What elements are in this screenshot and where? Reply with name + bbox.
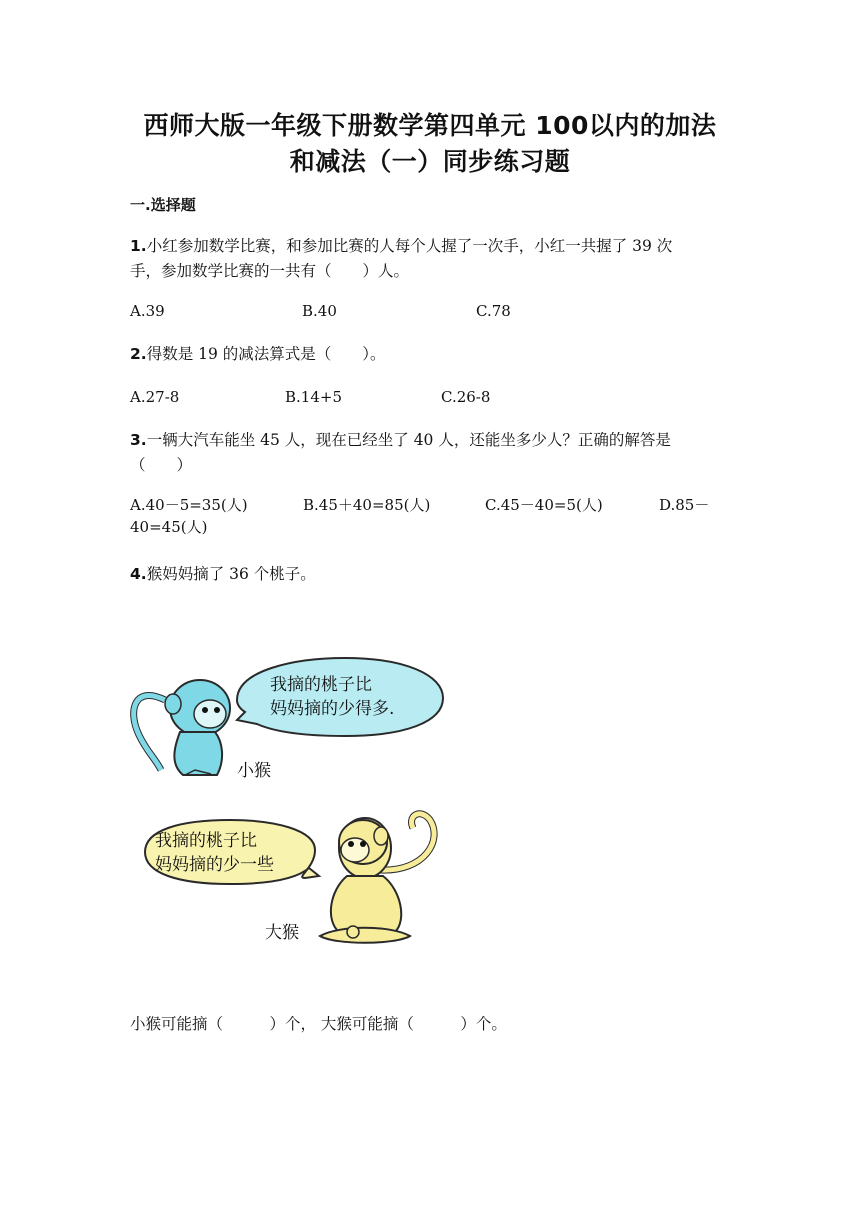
big-speech-bubble [145, 820, 319, 884]
page-title-line1: 西师大版一年级下册数学第四单元 100以内的加法 [143, 111, 717, 140]
question-4 [130, 562, 730, 587]
small-monkey-label: 小猴 [237, 761, 271, 781]
bubble-line: 妈妈摘的少得多. [270, 699, 395, 719]
question-number: 3. [130, 431, 147, 449]
question-text: 一辆大汽车能坐 45 人，现在已经坐了 40 人，还能坐多少人？正确的解答是 [146, 431, 671, 449]
option-b[interactable]: B.14+5 [285, 388, 342, 406]
option-a[interactable]: A.27-8 [130, 388, 180, 406]
question-number: 2. [130, 345, 147, 363]
option-c[interactable]: C.78 [476, 302, 511, 320]
question-text: 手，参加数学比赛的一共有（ ）人。 [130, 262, 410, 280]
answer-line [130, 1012, 730, 1037]
small-monkey-icon [134, 680, 230, 775]
answer-text: 小猴可能摘（ ）个， 大猴可能摘（ ）个。 [130, 1015, 507, 1033]
section-heading: 一.选择题 [130, 196, 196, 214]
option-c[interactable]: C.26-8 [441, 388, 491, 406]
big-monkey-label: 大猴 [265, 923, 299, 943]
option-a[interactable]: A.40－5=35(人) [130, 496, 248, 514]
small-speech-bubble [237, 658, 443, 736]
bubble-line: 我摘的桃子比 [155, 831, 257, 851]
question-text: 小红参加数学比赛，和参加比赛的人每个人握了一次手，小红一共握了 39 次 [146, 237, 673, 255]
question-3 [130, 428, 730, 478]
question-2 [130, 342, 730, 367]
question-number: 4. [130, 565, 147, 583]
option-a[interactable]: A.39 [130, 302, 165, 320]
monkeys-illustration [125, 640, 455, 960]
option-d-continued: 40=45(人) [130, 518, 208, 536]
question-text: 猴妈妈摘了 36 个桃子。 [146, 565, 316, 583]
bubble-line: 妈妈摘的少一些 [155, 855, 274, 875]
question-text: （ ） [130, 456, 193, 474]
option-b[interactable]: B.45＋40=85(人) [303, 496, 431, 514]
question-number: 1. [130, 237, 147, 255]
option-d[interactable]: D.85－ [659, 496, 710, 514]
question-text: 得数是 19 的减法算式是（ ）。 [146, 345, 386, 363]
question-1 [130, 234, 730, 284]
option-c[interactable]: C.45－40=5(人) [485, 496, 603, 514]
big-monkey-icon [320, 814, 434, 943]
option-b[interactable]: B.40 [302, 302, 337, 320]
bubble-line: 我摘的桃子比 [270, 675, 372, 695]
page-title-line2: 和减法（一）同步练习题 [289, 147, 571, 176]
